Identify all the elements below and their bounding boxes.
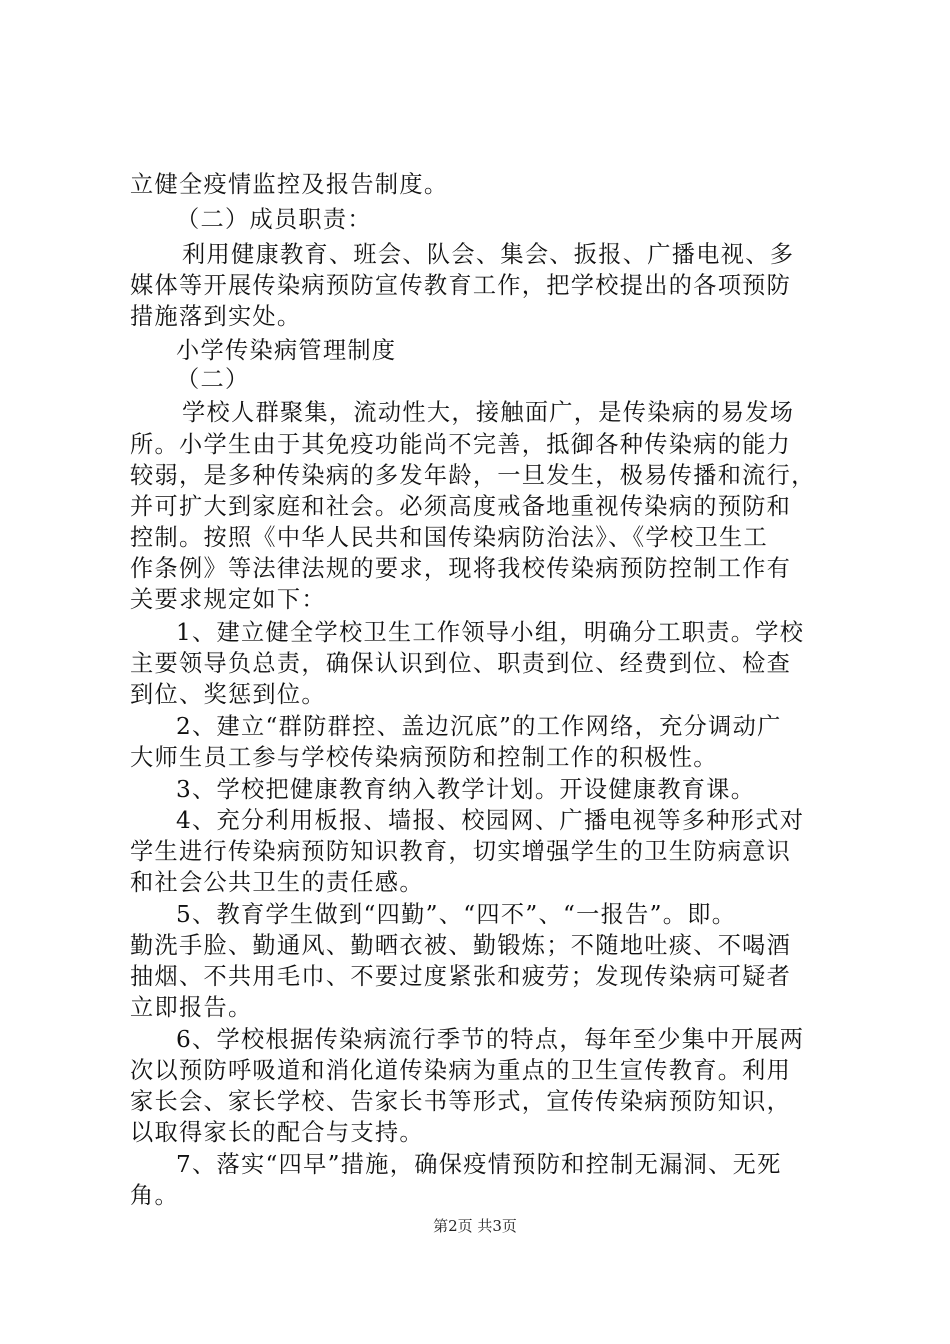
text-line: 学校人群聚集，流动性大，接触面广，是传染病的易发场 xyxy=(182,399,795,426)
text-line: 立健全疫情监控及报告制度。 xyxy=(130,171,449,198)
text-line: 立即报告。 xyxy=(130,994,253,1021)
text-line: 作条例》等法律法规的要求，现将我校传染病预防控制工作有 xyxy=(130,555,792,582)
page-footer xyxy=(0,1215,950,1236)
text-line: 2、建立“群防群控、盖边沉底”的工作网络，充分调动广 xyxy=(176,713,782,740)
text-line: 和社会公共卫生的责任感。 xyxy=(130,869,424,896)
text-line: 1、建立健全学校卫生工作领导小组，明确分工职责。学校 xyxy=(176,619,805,646)
text-line: 7、落实“四早”措施，确保疫情预防和控制无漏洞、无死 xyxy=(176,1151,782,1178)
text-line: 勤洗手脸、勤通风、勤晒衣被、勤锻炼；不随地吐痰、不喝酒 xyxy=(130,932,792,959)
document-title: 小学传染病管理制度 xyxy=(176,337,397,364)
text-line: 4、充分利用板报、墙报、校园网、广播电视等多种形式对 xyxy=(176,807,805,834)
text-line: 角。 xyxy=(130,1182,179,1209)
text-line: 家长会、家长学校、告家长书等形式，宣传传染病预防知识， xyxy=(130,1088,792,1115)
text-line: 到位、奖惩到位。 xyxy=(130,681,326,708)
text-line: 控制。按照《中华人民共和国传染病防治法》、《学校卫生工 xyxy=(130,524,768,551)
text-line: 主要领导负总责，确保认识到位、职责到位、经费到位、检查 xyxy=(130,650,792,677)
text-line: 利用健康教育、班会、队会、集会、扳报、广播电视、多 xyxy=(182,241,795,268)
text-line: 较弱，是多种传染病的多发年龄，一旦发生，极易传播和流行， xyxy=(130,462,816,489)
section-heading: （二） xyxy=(176,366,250,393)
text-line: 措施落到实处。 xyxy=(130,303,302,330)
text-line: 以取得家长的配合与支持。 xyxy=(130,1119,424,1146)
text-line: 次以预防呼吸道和消化道传染病为重点的卫生宣传教育。利用 xyxy=(130,1057,792,1084)
text-line: 并可扩大到家庭和社会。必须高度戒备地重视传染病的预防和 xyxy=(130,493,792,520)
text-line: 所。小学生由于其免疫功能尚不完善，抵御各种传染病的能力 xyxy=(130,431,792,458)
page-number-label: 第2页 共3页 xyxy=(433,1217,517,1235)
text-line: 大师生员工参与学校传染病预防和控制工作的积极性。 xyxy=(130,744,718,771)
text-line: 3、学校把健康教育纳入教学计划。开设健康教育课。 xyxy=(176,776,756,803)
text-line: 媒体等开展传染病预防宣传教育工作，把学校提出的各项预防 xyxy=(130,272,792,299)
text-line: 学生进行传染病预防知识教育，切实增强学生的卫生防病意识 xyxy=(130,838,792,865)
text-line: 6、学校根据传染病流行季节的特点，每年至少集中开展两 xyxy=(176,1026,805,1053)
text-line: 抽烟、不共用毛巾、不要过度紧张和疲劳；发现传染病可疑者 xyxy=(130,963,792,990)
section-heading: （二）成员职责： xyxy=(176,206,372,233)
text-line: 关要求规定如下： xyxy=(130,586,326,613)
text-line: 5、教育学生做到“四勤”、“四不”、“一报告”。即。 xyxy=(176,901,737,928)
